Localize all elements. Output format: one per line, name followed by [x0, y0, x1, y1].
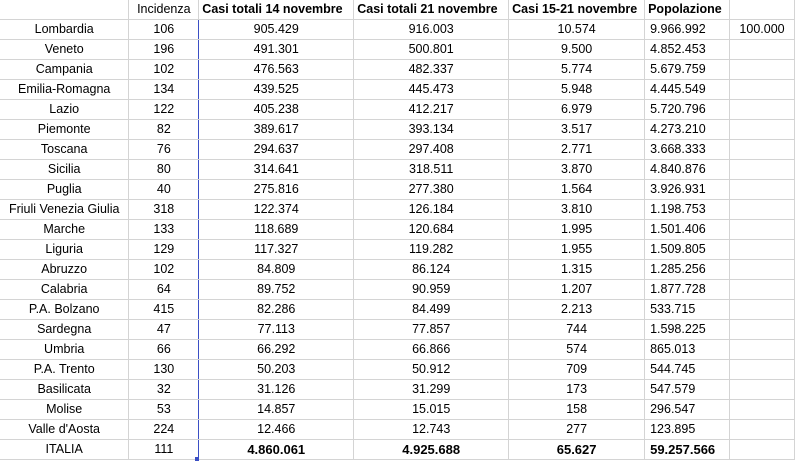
cell-region[interactable]: P.A. Bolzano — [0, 300, 129, 320]
cell-extra[interactable] — [730, 260, 795, 280]
table-row — [0, 140, 795, 160]
cell-popolazione[interactable]: 3.926.931 — [645, 180, 730, 200]
cell-extra[interactable] — [730, 420, 795, 440]
cell-casi-21[interactable]: 90.959 — [354, 280, 509, 300]
cell-incidenza[interactable]: 129 — [129, 240, 199, 260]
cell-popolazione[interactable]: 5.720.796 — [645, 100, 730, 120]
cell-region[interactable]: Lombardia — [0, 20, 129, 40]
cell-region[interactable]: Puglia — [0, 180, 129, 200]
cell-casi-15-21[interactable]: 3.870 — [509, 160, 645, 180]
cell-casi-14[interactable]: 12.466 — [199, 420, 354, 440]
cell-casi-14[interactable]: 405.238 — [199, 100, 354, 120]
cell-region[interactable]: Friuli Venezia Giulia — [0, 200, 129, 220]
cell-region[interactable]: P.A. Trento — [0, 360, 129, 380]
cell-extra[interactable] — [730, 120, 795, 140]
cell-incidenza[interactable]: 76 — [129, 140, 199, 160]
cell-popolazione[interactable]: 1.509.805 — [645, 240, 730, 260]
cell-casi-15-21[interactable]: 1.315 — [509, 260, 645, 280]
cell-extra[interactable] — [730, 280, 795, 300]
table-row — [0, 160, 795, 180]
cell-incidenza[interactable]: 318 — [129, 200, 199, 220]
cell-incidenza[interactable]: 53 — [129, 400, 199, 420]
table-row — [0, 380, 795, 400]
cell-popolazione[interactable]: 544.745 — [645, 360, 730, 380]
cell-extra[interactable] — [730, 240, 795, 260]
cell-region[interactable]: Abruzzo — [0, 260, 129, 280]
cell-extra[interactable] — [730, 400, 795, 420]
header-incidenza[interactable]: Incidenza — [129, 0, 199, 20]
table-row — [0, 400, 795, 420]
cell-casi-21[interactable]: 297.408 — [354, 140, 509, 160]
cell-casi-21[interactable]: 412.217 — [354, 100, 509, 120]
header-popolazione[interactable]: Popolazione — [645, 0, 730, 20]
table-row — [0, 200, 795, 220]
cell-incidenza[interactable]: 130 — [129, 360, 199, 380]
cell-casi-21[interactable]: 916.003 — [354, 20, 509, 40]
cell-incidenza[interactable]: 133 — [129, 220, 199, 240]
cell-casi-15-21[interactable]: 2.771 — [509, 140, 645, 160]
cell-region[interactable]: Liguria — [0, 240, 129, 260]
cell-popolazione[interactable]: 533.715 — [645, 300, 730, 320]
cell-casi-21[interactable]: 126.184 — [354, 200, 509, 220]
table-row — [0, 120, 795, 140]
cell-incidenza[interactable]: 40 — [129, 180, 199, 200]
header-row — [0, 0, 795, 20]
cell-popolazione[interactable]: 1.285.256 — [645, 260, 730, 280]
cell-casi-15-21[interactable]: 744 — [509, 320, 645, 340]
header-casi-21[interactable]: Casi totali 21 novembre — [354, 0, 509, 20]
cell-casi-14[interactable]: 14.857 — [199, 400, 354, 420]
table-row — [0, 240, 795, 260]
table-row — [0, 260, 795, 280]
cell-casi-14[interactable]: 476.563 — [199, 60, 354, 80]
cell-incidenza[interactable]: 134 — [129, 80, 199, 100]
cell-extra[interactable] — [730, 220, 795, 240]
cell-region[interactable]: Basilicata — [0, 380, 129, 400]
cell-extra[interactable] — [730, 60, 795, 80]
cell-casi-21[interactable]: 482.337 — [354, 60, 509, 80]
cell-casi-21[interactable]: 500.801 — [354, 40, 509, 60]
cell-popolazione[interactable]: 4.840.876 — [645, 160, 730, 180]
cell-popolazione[interactable]: 1.501.406 — [645, 220, 730, 240]
cell-region[interactable]: Veneto — [0, 40, 129, 60]
cell-region[interactable]: Emilia-Romagna — [0, 80, 129, 100]
cell-casi-15-21[interactable]: 1.955 — [509, 240, 645, 260]
cell-extra[interactable] — [730, 440, 795, 460]
cell-casi-14[interactable]: 50.203 — [199, 360, 354, 380]
cell-casi-14[interactable]: 84.809 — [199, 260, 354, 280]
cell-incidenza[interactable]: 122 — [129, 100, 199, 120]
cell-extra[interactable] — [730, 340, 795, 360]
cell-casi-21[interactable]: 66.866 — [354, 340, 509, 360]
cell-casi-14[interactable]: 66.292 — [199, 340, 354, 360]
table-row — [0, 20, 795, 40]
cell-casi-14[interactable]: 77.113 — [199, 320, 354, 340]
cell-popolazione[interactable]: 1.598.225 — [645, 320, 730, 340]
cell-region[interactable]: Campania — [0, 60, 129, 80]
cell-casi-15-21[interactable]: 1.207 — [509, 280, 645, 300]
cell-popolazione[interactable]: 5.679.759 — [645, 60, 730, 80]
cell-casi-14[interactable]: 314.641 — [199, 160, 354, 180]
cell-casi-15-21[interactable]: 10.574 — [509, 20, 645, 40]
cell-popolazione[interactable]: 1.877.728 — [645, 280, 730, 300]
cell-popolazione[interactable]: 4.273.210 — [645, 120, 730, 140]
cell-region[interactable]: Lazio — [0, 100, 129, 120]
cell-extra[interactable] — [730, 180, 795, 200]
cell-incidenza[interactable]: 47 — [129, 320, 199, 340]
cell-casi-21[interactable]: 393.134 — [354, 120, 509, 140]
cell-casi-15-21[interactable]: 65.627 — [509, 440, 645, 460]
cell-region[interactable]: Sicilia — [0, 160, 129, 180]
table-row — [0, 60, 795, 80]
cell-casi-21[interactable]: 277.380 — [354, 180, 509, 200]
cell-popolazione[interactable]: 547.579 — [645, 380, 730, 400]
cell-popolazione[interactable]: 4.445.549 — [645, 80, 730, 100]
cell-casi-15-21[interactable]: 3.810 — [509, 200, 645, 220]
table-row — [0, 300, 795, 320]
cell-popolazione[interactable]: 865.013 — [645, 340, 730, 360]
cell-casi-15-21[interactable]: 709 — [509, 360, 645, 380]
cell-casi-14[interactable]: 439.525 — [199, 80, 354, 100]
cell-region[interactable]: Valle d'Aosta — [0, 420, 129, 440]
cell-incidenza[interactable]: 32 — [129, 380, 199, 400]
cell-incidenza[interactable]: 102 — [129, 260, 199, 280]
cell-extra[interactable] — [730, 320, 795, 340]
cell-casi-21[interactable]: 86.124 — [354, 260, 509, 280]
cell-incidenza[interactable]: 111 — [129, 440, 199, 460]
cell-incidenza[interactable]: 66 — [129, 340, 199, 360]
cell-region[interactable]: Sardegna — [0, 320, 129, 340]
cell-region[interactable]: Umbria — [0, 340, 129, 360]
cell-casi-15-21[interactable]: 574 — [509, 340, 645, 360]
cell-casi-15-21[interactable]: 1.564 — [509, 180, 645, 200]
cell-casi-14[interactable]: 389.617 — [199, 120, 354, 140]
cell-incidenza[interactable]: 64 — [129, 280, 199, 300]
cell-casi-21[interactable]: 12.743 — [354, 420, 509, 440]
table-row — [0, 40, 795, 60]
cell-extra[interactable] — [730, 360, 795, 380]
cell-popolazione[interactable]: 1.198.753 — [645, 200, 730, 220]
table-row — [0, 280, 795, 300]
header-casi-15-21[interactable]: Casi 15-21 novembre — [509, 0, 645, 20]
cell-casi-14[interactable]: 294.637 — [199, 140, 354, 160]
cell-casi-14[interactable]: 122.374 — [199, 200, 354, 220]
cell-casi-15-21[interactable]: 173 — [509, 380, 645, 400]
cell-casi-15-21[interactable]: 5.774 — [509, 60, 645, 80]
header-casi-14[interactable]: Casi totali 14 novembre — [199, 0, 354, 20]
cell-casi-21[interactable]: 119.282 — [354, 240, 509, 260]
cell-extra[interactable]: 100.000 — [730, 20, 795, 40]
cell-casi-15-21[interactable]: 5.948 — [509, 80, 645, 100]
cell-casi-14[interactable]: 275.816 — [199, 180, 354, 200]
cell-region[interactable]: ITALIA — [0, 440, 129, 460]
cell-incidenza[interactable]: 102 — [129, 60, 199, 80]
table-row — [0, 100, 795, 120]
cell-casi-15-21[interactable]: 3.517 — [509, 120, 645, 140]
cell-casi-14[interactable]: 491.301 — [199, 40, 354, 60]
cell-popolazione[interactable]: 9.966.992 — [645, 20, 730, 40]
table-row — [0, 420, 795, 440]
cell-popolazione[interactable]: 4.852.453 — [645, 40, 730, 60]
cell-incidenza[interactable]: 106 — [129, 20, 199, 40]
cell-casi-21[interactable]: 15.015 — [354, 400, 509, 420]
table-row — [0, 340, 795, 360]
table-row — [0, 320, 795, 340]
table-row — [0, 180, 795, 200]
cell-casi-14[interactable]: 82.286 — [199, 300, 354, 320]
cell-casi-15-21[interactable]: 9.500 — [509, 40, 645, 60]
cell-casi-21[interactable]: 120.684 — [354, 220, 509, 240]
cell-extra[interactable] — [730, 160, 795, 180]
cell-casi-14[interactable]: 905.429 — [199, 20, 354, 40]
cell-incidenza[interactable]: 196 — [129, 40, 199, 60]
cell-popolazione[interactable]: 59.257.566 — [645, 440, 730, 460]
cell-casi-14[interactable]: 31.126 — [199, 380, 354, 400]
cell-casi-15-21[interactable]: 2.213 — [509, 300, 645, 320]
selection-fill-handle[interactable] — [195, 457, 199, 461]
cell-extra[interactable] — [730, 40, 795, 60]
cell-region[interactable]: Calabria — [0, 280, 129, 300]
cell-popolazione[interactable]: 123.895 — [645, 420, 730, 440]
cell-casi-14[interactable]: 118.689 — [199, 220, 354, 240]
table-row — [0, 220, 795, 240]
cell-casi-21[interactable]: 77.857 — [354, 320, 509, 340]
cell-casi-21[interactable]: 84.499 — [354, 300, 509, 320]
cell-region[interactable]: Marche — [0, 220, 129, 240]
cell-incidenza[interactable]: 82 — [129, 120, 199, 140]
cell-popolazione[interactable]: 296.547 — [645, 400, 730, 420]
cell-incidenza[interactable]: 415 — [129, 300, 199, 320]
cell-extra[interactable] — [730, 100, 795, 120]
cell-casi-15-21[interactable]: 158 — [509, 400, 645, 420]
cell-casi-15-21[interactable]: 6.979 — [509, 100, 645, 120]
cell-casi-14[interactable]: 89.752 — [199, 280, 354, 300]
cell-casi-21[interactable]: 31.299 — [354, 380, 509, 400]
cell-casi-15-21[interactable]: 277 — [509, 420, 645, 440]
cell-incidenza[interactable]: 80 — [129, 160, 199, 180]
cell-extra[interactable] — [730, 380, 795, 400]
cell-region[interactable]: Toscana — [0, 140, 129, 160]
cell-region[interactable]: Molise — [0, 400, 129, 420]
cell-casi-21[interactable]: 445.473 — [354, 80, 509, 100]
header-extra[interactable] — [730, 0, 795, 20]
total-row — [0, 440, 795, 460]
cell-extra[interactable] — [730, 140, 795, 160]
header-region[interactable] — [0, 0, 129, 20]
cell-casi-21[interactable]: 4.925.688 — [354, 440, 509, 460]
cell-extra[interactable] — [730, 200, 795, 220]
cell-region[interactable]: Piemonte — [0, 120, 129, 140]
cell-popolazione[interactable]: 3.668.333 — [645, 140, 730, 160]
cell-casi-21[interactable]: 50.912 — [354, 360, 509, 380]
cell-incidenza[interactable]: 224 — [129, 420, 199, 440]
cell-casi-15-21[interactable]: 1.995 — [509, 220, 645, 240]
cell-casi-21[interactable]: 318.511 — [354, 160, 509, 180]
table-row — [0, 360, 795, 380]
cell-extra[interactable] — [730, 300, 795, 320]
table-row — [0, 80, 795, 100]
cell-casi-14[interactable]: 117.327 — [199, 240, 354, 260]
cell-casi-14[interactable]: 4.860.061 — [199, 440, 354, 460]
cell-extra[interactable] — [730, 80, 795, 100]
